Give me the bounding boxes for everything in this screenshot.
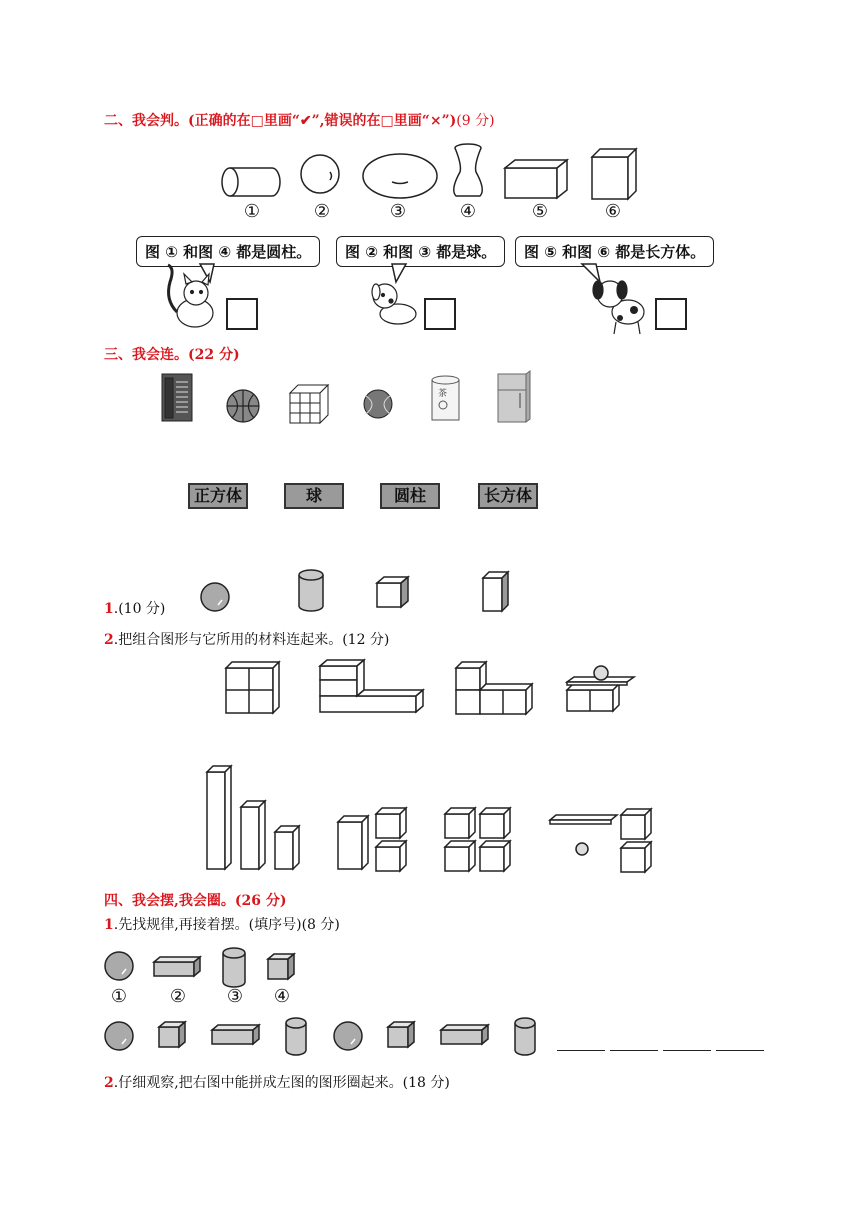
shape-number-6: ⑥ <box>604 201 622 222</box>
legend-number-4: ④ <box>273 986 291 1007</box>
label-cylinder[interactable]: 圆柱 <box>380 483 440 509</box>
statement-bubble-3: 图 ⑤ 和图 ⑥ 都是长方体。 <box>515 236 714 267</box>
sequence-cylinder-icon <box>515 1018 535 1055</box>
answer-blank-2[interactable] <box>610 1049 658 1051</box>
legend-cylinder-icon <box>223 948 245 987</box>
legend-number-1: ① <box>110 986 128 1007</box>
question-text: .先找规律,再接着摆。(填序号)(8 分) <box>113 917 340 933</box>
answer-blank-1[interactable] <box>557 1049 605 1051</box>
legend-number-2: ② <box>169 986 187 1007</box>
shape-number-1: ① <box>243 201 261 222</box>
sequence-cube-icon <box>159 1022 185 1047</box>
answer-blank-3[interactable] <box>663 1049 711 1051</box>
question-number: 2 <box>104 1075 114 1091</box>
shape-number-4: ④ <box>459 201 477 222</box>
sequence-cylinder-icon <box>286 1018 306 1055</box>
answer-blank-4[interactable] <box>716 1049 764 1051</box>
shape-number-5: ⑤ <box>531 201 549 222</box>
question-number: 1 <box>104 601 114 617</box>
sequence-cuboid-icon <box>441 1025 488 1044</box>
question-number: 1 <box>104 917 114 933</box>
question-text: .把组合图形与它所用的材料连起来。(12 分) <box>113 632 390 648</box>
question-number: 2 <box>104 632 114 648</box>
label-sphere[interactable]: 球 <box>284 483 344 509</box>
tea-can-label: 茶 <box>438 389 448 399</box>
section-2-title-text: 我会判。(正确的在□里画“✔”,错误的在□里画“×”) <box>132 113 457 129</box>
statement-bubble-2: 图 ② 和图 ③ 都是球。 <box>336 236 505 267</box>
question-text: .仔细观察,把右图中能拼成左图的图形圈起来。(18 分) <box>113 1075 450 1091</box>
shape-number-2: ② <box>313 201 331 222</box>
label-cube[interactable]: 正方体 <box>188 483 248 509</box>
section-2-title: 二、 <box>104 113 132 129</box>
legend-cuboid-icon <box>154 957 200 976</box>
sequence-sphere-icon <box>334 1022 362 1050</box>
statement-bubble-1: 图 ① 和图 ④ 都是圆柱。 <box>136 236 320 267</box>
label-cuboid[interactable]: 长方体 <box>478 483 538 509</box>
sequence-cube-icon <box>388 1022 414 1047</box>
legend-number-3: ③ <box>226 986 244 1007</box>
section-4-heading: 四、我会摆,我会圈。(26 分) <box>104 893 287 909</box>
shape-number-3: ③ <box>389 201 407 222</box>
section-4-question-2 <box>104 1072 450 1092</box>
legend-cube-icon <box>268 954 294 979</box>
question-text: .(10 分) <box>113 601 166 617</box>
sequence-sphere-icon <box>105 1022 133 1050</box>
legend-sphere-icon <box>105 952 133 980</box>
section-2-points: (9 分) <box>456 113 495 129</box>
sequence-cuboid-icon <box>212 1025 259 1044</box>
section-3-heading: 三、我会连。(22 分) <box>104 347 240 363</box>
